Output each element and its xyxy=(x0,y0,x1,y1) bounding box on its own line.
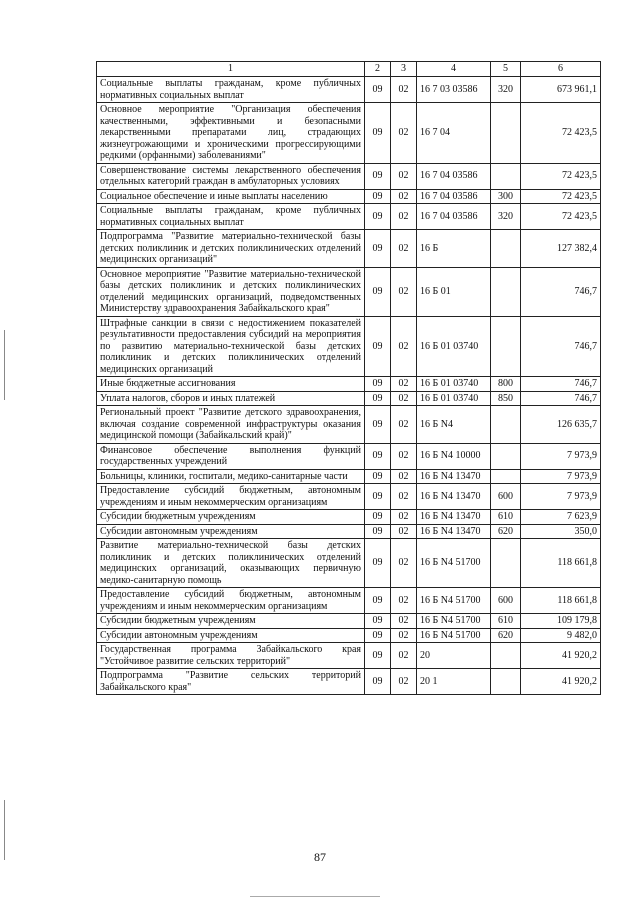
row-subsection: 02 xyxy=(391,484,417,510)
row-amount: 118 661,8 xyxy=(521,588,601,614)
header-col-4: 4 xyxy=(417,62,491,77)
row-name: Штрафные санкции в связи с недостижением показателей результативности предоставления субсидий на мероприятия по развитию материально-технической базы детских поликлиник и детских поликлинических отделений медицинских организаций xyxy=(97,316,365,377)
row-expense-type: 320 xyxy=(491,77,521,103)
row-expense-type xyxy=(491,406,521,444)
row-subsection: 02 xyxy=(391,539,417,588)
table-row xyxy=(97,391,601,406)
table-row xyxy=(97,377,601,392)
row-subsection: 02 xyxy=(391,628,417,643)
table-row xyxy=(97,189,601,204)
header-col-5: 5 xyxy=(491,62,521,77)
table-row xyxy=(97,524,601,539)
row-expense-type xyxy=(491,443,521,469)
row-amount: 7 973,9 xyxy=(521,484,601,510)
table-row xyxy=(97,163,601,189)
row-subsection: 02 xyxy=(391,469,417,484)
row-target-article: 20 xyxy=(417,643,491,669)
row-name: Финансовое обеспечение выполнения функций государственных учреждений xyxy=(97,443,365,469)
table-row xyxy=(97,316,601,377)
scan-mark-left xyxy=(4,330,5,400)
table-row xyxy=(97,628,601,643)
row-name: Предоставление субсидий бюджетным, автономным учреждениям и иным некоммерческим организациям xyxy=(97,588,365,614)
row-expense-type: 850 xyxy=(491,391,521,406)
row-section: 09 xyxy=(365,163,391,189)
row-amount: 350,0 xyxy=(521,524,601,539)
row-amount: 41 920,2 xyxy=(521,669,601,695)
table-row xyxy=(97,539,601,588)
row-amount: 746,7 xyxy=(521,267,601,316)
row-section: 09 xyxy=(365,204,391,230)
row-subsection: 02 xyxy=(391,614,417,629)
row-name: Совершенствование системы лекарственного обеспечения отдельных категорий граждан в амбулаторных условиях xyxy=(97,163,365,189)
row-name: Субсидии автономным учреждениям xyxy=(97,524,365,539)
row-name: Региональный проект "Развитие детского здравоохранения, включая создание современной инфраструктуры оказания медицинской помощи (Забайкальский край)" xyxy=(97,406,365,444)
row-target-article: 16 Б N4 13470 xyxy=(417,510,491,525)
row-subsection: 02 xyxy=(391,77,417,103)
row-amount: 72 423,5 xyxy=(521,163,601,189)
row-amount: 41 920,2 xyxy=(521,643,601,669)
row-expense-type: 320 xyxy=(491,204,521,230)
page-number: 87 xyxy=(314,850,326,864)
row-subsection: 02 xyxy=(391,230,417,268)
table-body xyxy=(97,77,601,695)
row-target-article: 16 Б N4 13470 xyxy=(417,524,491,539)
row-expense-type: 610 xyxy=(491,614,521,629)
row-name: Уплата налогов, сборов и иных платежей xyxy=(97,391,365,406)
row-target-article: 16 Б N4 10000 xyxy=(417,443,491,469)
table-row xyxy=(97,443,601,469)
row-section: 09 xyxy=(365,524,391,539)
table-row xyxy=(97,469,601,484)
row-section: 09 xyxy=(365,77,391,103)
row-section: 09 xyxy=(365,484,391,510)
row-name: Государственная программа Забайкальского края "Устойчивое развитие сельских территорий" xyxy=(97,643,365,669)
row-subsection: 02 xyxy=(391,316,417,377)
header-row xyxy=(97,62,601,77)
row-expense-type: 800 xyxy=(491,377,521,392)
row-subsection: 02 xyxy=(391,643,417,669)
row-section: 09 xyxy=(365,510,391,525)
row-expense-type xyxy=(491,669,521,695)
row-subsection: 02 xyxy=(391,669,417,695)
row-amount: 673 961,1 xyxy=(521,77,601,103)
row-name: Предоставление субсидий бюджетным, автономным учреждениям и иным некоммерческим организациям xyxy=(97,484,365,510)
row-expense-type: 610 xyxy=(491,510,521,525)
row-subsection: 02 xyxy=(391,510,417,525)
row-target-article: 16 Б 01 xyxy=(417,267,491,316)
row-name: Субсидии автономным учреждениям xyxy=(97,628,365,643)
table-row xyxy=(97,643,601,669)
row-section: 09 xyxy=(365,628,391,643)
row-target-article: 16 7 04 03586 xyxy=(417,204,491,230)
table-row xyxy=(97,588,601,614)
header-col-1: 1 xyxy=(97,62,365,77)
row-expense-type: 620 xyxy=(491,628,521,643)
budget-table xyxy=(96,61,601,695)
row-target-article: 16 Б N4 51700 xyxy=(417,588,491,614)
row-section: 09 xyxy=(365,443,391,469)
row-name: Подпрограмма "Развитие материально-технической базы детских поликлиник и детских поликлинических отделений медицинских организаций" xyxy=(97,230,365,268)
table-row xyxy=(97,230,601,268)
row-amount: 9 482,0 xyxy=(521,628,601,643)
row-target-article: 16 7 04 03586 xyxy=(417,189,491,204)
row-section: 09 xyxy=(365,189,391,204)
row-section: 09 xyxy=(365,316,391,377)
row-name: Основное мероприятие "Организация обеспечения качественными, эффективными и безопасными лекарственными препаратами лиц, страдающих жизнеугрожающими и хроническими прогрессирующими редкими (орфанными) заболеваниями" xyxy=(97,103,365,164)
table-row xyxy=(97,103,601,164)
row-section: 09 xyxy=(365,230,391,268)
row-name: Социальное обеспечение и иные выплаты населению xyxy=(97,189,365,204)
row-expense-type: 600 xyxy=(491,588,521,614)
table-row xyxy=(97,614,601,629)
row-subsection: 02 xyxy=(391,524,417,539)
row-target-article: 16 Б xyxy=(417,230,491,268)
row-name: Подпрограмма "Развитие сельских территорий Забайкальского края" xyxy=(97,669,365,695)
row-subsection: 02 xyxy=(391,103,417,164)
table-row xyxy=(97,510,601,525)
row-subsection: 02 xyxy=(391,443,417,469)
row-name: Иные бюджетные ассигнования xyxy=(97,377,365,392)
row-amount: 126 635,7 xyxy=(521,406,601,444)
header-col-2: 2 xyxy=(365,62,391,77)
row-target-article: 16 Б 01 03740 xyxy=(417,391,491,406)
row-subsection: 02 xyxy=(391,163,417,189)
row-subsection: 02 xyxy=(391,377,417,392)
row-amount: 746,7 xyxy=(521,391,601,406)
row-target-article: 16 Б 01 03740 xyxy=(417,377,491,392)
row-target-article: 16 Б N4 13470 xyxy=(417,484,491,510)
row-name: Основное мероприятие "Развитие материально-технической базы детских поликлиник и детских поликлинических отделений медицинских организаций, подведомственных Министерству здравоохранения Забайкальского края" xyxy=(97,267,365,316)
row-amount: 7 973,9 xyxy=(521,469,601,484)
row-target-article: 16 Б N4 13470 xyxy=(417,469,491,484)
row-target-article: 16 7 03 03586 xyxy=(417,77,491,103)
header-col-3: 3 xyxy=(391,62,417,77)
row-amount: 72 423,5 xyxy=(521,103,601,164)
row-name: Развитие материально-технической базы детских поликлиник и детских поликлинических отделений медицинских организаций, оказывающих первичную медико-санитарную помощь xyxy=(97,539,365,588)
table-row xyxy=(97,669,601,695)
row-expense-type xyxy=(491,643,521,669)
row-section: 09 xyxy=(365,391,391,406)
row-subsection: 02 xyxy=(391,588,417,614)
row-target-article: 16 Б N4 51700 xyxy=(417,628,491,643)
row-section: 09 xyxy=(365,406,391,444)
row-expense-type xyxy=(491,267,521,316)
row-expense-type: 620 xyxy=(491,524,521,539)
row-amount: 109 179,8 xyxy=(521,614,601,629)
row-section: 09 xyxy=(365,267,391,316)
table-row xyxy=(97,267,601,316)
row-section: 09 xyxy=(365,377,391,392)
row-amount: 746,7 xyxy=(521,377,601,392)
row-section: 09 xyxy=(365,539,391,588)
row-amount: 72 423,5 xyxy=(521,204,601,230)
row-target-article: 16 7 04 xyxy=(417,103,491,164)
row-subsection: 02 xyxy=(391,267,417,316)
row-expense-type xyxy=(491,469,521,484)
row-expense-type: 300 xyxy=(491,189,521,204)
row-subsection: 02 xyxy=(391,406,417,444)
row-name: Больницы, клиники, госпитали, медико-санитарные части xyxy=(97,469,365,484)
table-row xyxy=(97,484,601,510)
row-target-article: 16 Б N4 51700 xyxy=(417,614,491,629)
row-section: 09 xyxy=(365,469,391,484)
table-row xyxy=(97,406,601,444)
row-name: Социальные выплаты гражданам, кроме публичных нормативных социальных выплат xyxy=(97,77,365,103)
row-subsection: 02 xyxy=(391,391,417,406)
row-expense-type: 600 xyxy=(491,484,521,510)
budget-table-container xyxy=(96,61,600,695)
scan-mark-bottom xyxy=(250,896,380,897)
row-amount: 72 423,5 xyxy=(521,189,601,204)
row-name: Социальные выплаты гражданам, кроме публичных нормативных социальных выплат xyxy=(97,204,365,230)
row-expense-type xyxy=(491,539,521,588)
row-subsection: 02 xyxy=(391,189,417,204)
row-name: Субсидии бюджетным учреждениям xyxy=(97,614,365,629)
row-expense-type xyxy=(491,163,521,189)
row-target-article: 16 Б N4 51700 xyxy=(417,539,491,588)
row-target-article: 16 7 04 03586 xyxy=(417,163,491,189)
row-amount: 127 382,4 xyxy=(521,230,601,268)
table-row xyxy=(97,77,601,103)
row-section: 09 xyxy=(365,588,391,614)
row-section: 09 xyxy=(365,103,391,164)
row-expense-type xyxy=(491,103,521,164)
row-section: 09 xyxy=(365,614,391,629)
row-target-article: 16 Б N4 xyxy=(417,406,491,444)
row-section: 09 xyxy=(365,669,391,695)
row-expense-type xyxy=(491,230,521,268)
header-col-6: 6 xyxy=(521,62,601,77)
row-target-article: 20 1 xyxy=(417,669,491,695)
row-amount: 118 661,8 xyxy=(521,539,601,588)
row-name: Субсидии бюджетным учреждениям xyxy=(97,510,365,525)
row-amount: 746,7 xyxy=(521,316,601,377)
table-row xyxy=(97,204,601,230)
row-target-article: 16 Б 01 03740 xyxy=(417,316,491,377)
row-expense-type xyxy=(491,316,521,377)
row-subsection: 02 xyxy=(391,204,417,230)
row-amount: 7 973,9 xyxy=(521,443,601,469)
row-amount: 7 623,9 xyxy=(521,510,601,525)
row-section: 09 xyxy=(365,643,391,669)
